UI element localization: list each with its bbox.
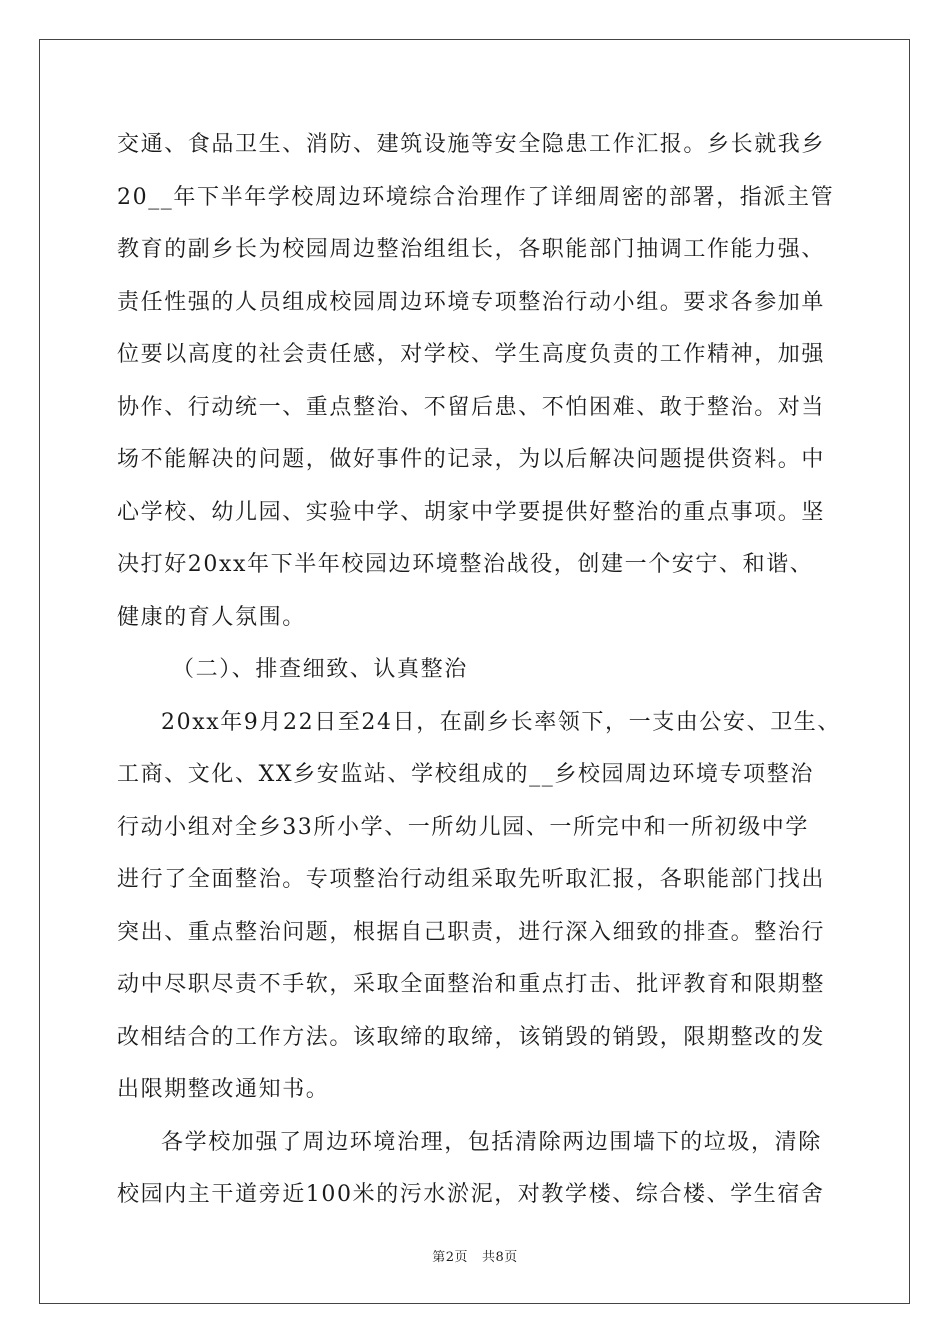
text-line: 校园内主干道旁近100米的污水淤泥，对教学楼、综合楼、学生宿舍 xyxy=(117,1182,825,1207)
text-line: 行动小组对全乡33所小学、一所幼儿园、一所完中和一所初级中学 xyxy=(117,814,809,840)
text-line: 交通、食品卫生、消防、建筑设施等安全隐患工作汇报。乡长就我乡 xyxy=(117,132,826,157)
text-line: 改相结合的工作方法。该取缔的取缔，该销毁的销毁，限期整改的发 xyxy=(117,1024,826,1050)
document-body xyxy=(117,127,841,1230)
text-line: 进行了全面整治。专项整治行动组采取先听取汇报，各职能部门找出 xyxy=(117,867,826,892)
text-line: 协作、行动统一、重点整治、不留后患、不怕困难、敢于整治。对当 xyxy=(117,394,826,420)
text-line: 20xx年9月22日至24日，在副乡长率领下，一支由公安、卫生、 xyxy=(161,709,841,735)
text-line: 位要以高度的社会责任感，对学校、学生高度负责的工作精神，加强 xyxy=(117,342,826,367)
text-line: 责任性强的人员组成校园周边环境专项整治行动小组。要求各参加单 xyxy=(117,289,826,315)
page-total: 共8页 xyxy=(482,1250,518,1265)
text-line: 突出、重点整治问题，根据自己职责，进行深入细致的排查。整治行 xyxy=(117,919,826,945)
text-line: 20__年下半年学校周边环境综合治理作了详细周密的部署，指派主管 xyxy=(117,184,835,210)
section-heading: （二）、排查细致、认真整治 xyxy=(172,657,468,682)
text-line: 健康的育人氛围。 xyxy=(117,604,306,630)
text-line: 工商、文化、XX乡安监站、学校组成的__乡校园周边环境专项整治 xyxy=(117,762,814,787)
text-line: 出限期整改通知书。 xyxy=(117,1077,330,1102)
text-line: 各学校加强了周边环境治理，包括清除两边围墙下的垃圾，清除 xyxy=(161,1129,822,1155)
text-line: 心学校、幼儿园、实验中学、胡家中学要提供好整治的重点事项。坚 xyxy=(117,499,826,525)
text-line: 动中尽职尽责不手软，采取全面整治和重点打击、批评教育和限期整 xyxy=(117,972,826,997)
text-line: 教育的副乡长为校园周边整治组组长，各职能部门抽调工作能力强、 xyxy=(117,237,826,262)
page-number: 第2页 xyxy=(432,1250,468,1265)
text-line: 场不能解决的问题，做好事件的记录，为以后解决问题提供资料。中 xyxy=(117,447,826,472)
text-line: 决打好20xx年下半年校园边环境整治战役，创建一个安宁、和谐、 xyxy=(117,552,814,577)
page-footer xyxy=(0,1246,950,1265)
